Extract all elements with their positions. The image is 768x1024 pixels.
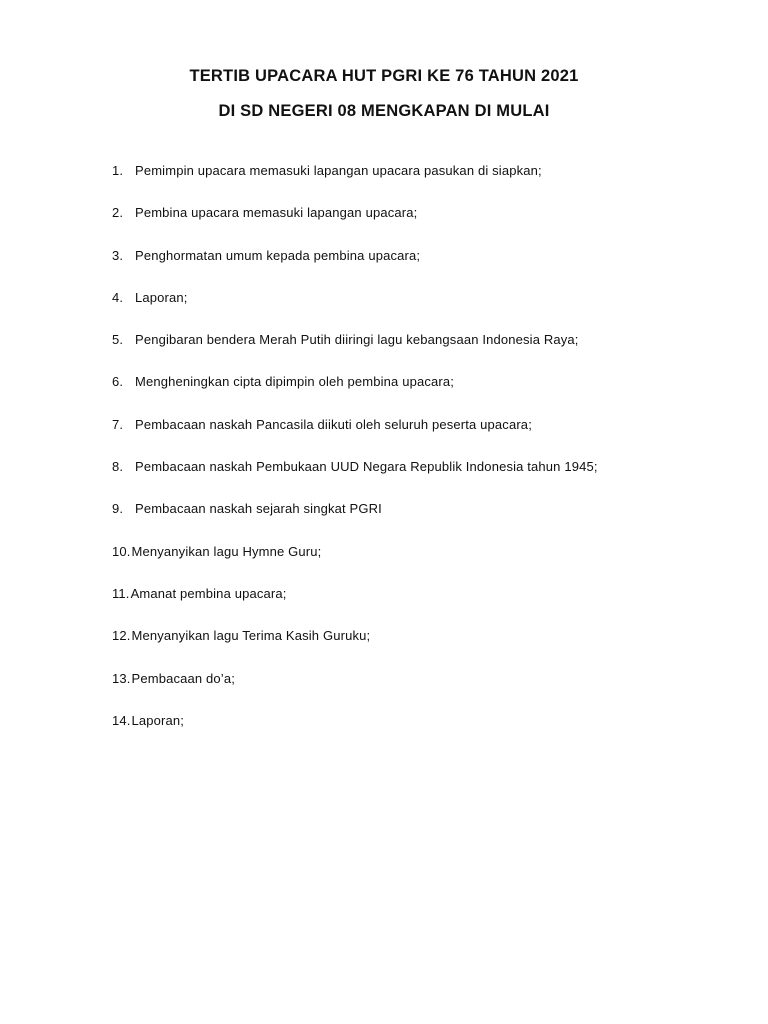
list-item xyxy=(112,372,598,414)
list-item xyxy=(112,161,598,203)
list-item xyxy=(112,542,598,584)
item-text: Mengheningkan cipta dipimpin oleh pembina upacara; xyxy=(135,374,454,390)
item-text: Menyanyikan lagu Hymne Guru; xyxy=(131,543,322,559)
document-title-line-2: DI SD NEGERI 08 MENGKAPAN DI MULAI xyxy=(218,102,550,120)
item-text: Amanat pembina upacara; xyxy=(130,585,287,601)
item-text: Pembacaan naskah Pancasila diikuti oleh seluruh peserta upacara; xyxy=(135,416,532,432)
item-text: Pemimpin upacara memasuki lapangan upacara pasukan di siapkan; xyxy=(135,163,542,178)
item-number: 6. xyxy=(112,374,124,390)
item-number: 10. xyxy=(112,543,131,559)
list-item xyxy=(112,330,598,372)
list-item xyxy=(112,203,598,245)
document-title-line-1: TERTIB UPACARA HUT PGRI KE 76 TAHUN 2021 xyxy=(189,67,579,85)
item-text: Pengibaran bendera Merah Putih diiringi lagu kebangsaan Indonesia Raya; xyxy=(135,332,579,348)
item-number: 5. xyxy=(112,332,124,348)
item-text: Penghormatan umum kepada pembina upacara; xyxy=(135,247,421,263)
list-item xyxy=(112,499,598,541)
item-number: 12. xyxy=(112,628,131,644)
item-number: 7. xyxy=(112,416,124,432)
item-number: 13. xyxy=(112,670,131,686)
item-text: Pembacaan do’a; xyxy=(131,670,235,686)
item-number: 4. xyxy=(112,289,124,305)
list-item xyxy=(112,457,598,499)
item-number: 9. xyxy=(112,501,124,517)
list-item xyxy=(112,626,598,668)
list-item xyxy=(112,288,598,330)
item-number: 14. xyxy=(112,712,131,728)
item-number: 8. xyxy=(112,459,124,475)
item-text: Menyanyikan lagu Terima Kasih Guruku; xyxy=(131,628,371,644)
list-item xyxy=(112,415,598,457)
item-number: 2. xyxy=(112,205,124,221)
item-number: 11. xyxy=(112,585,130,601)
item-number: 3. xyxy=(112,247,124,263)
item-text: Pembacaan naskah Pembukaan UUD Negara Republik Indonesia tahun 1945; xyxy=(135,459,598,475)
item-number: 1. xyxy=(112,163,124,178)
item-text: Laporan; xyxy=(135,289,188,305)
list-item xyxy=(112,584,598,626)
item-text: Laporan; xyxy=(131,712,185,728)
ceremony-order-list xyxy=(112,161,598,753)
list-item xyxy=(112,246,598,288)
list-item xyxy=(112,669,598,711)
item-text: Pembina upacara memasuki lapangan upacara; xyxy=(135,205,418,221)
list-item xyxy=(112,711,598,753)
item-text: Pembacaan naskah sejarah singkat PGRI xyxy=(135,501,382,517)
